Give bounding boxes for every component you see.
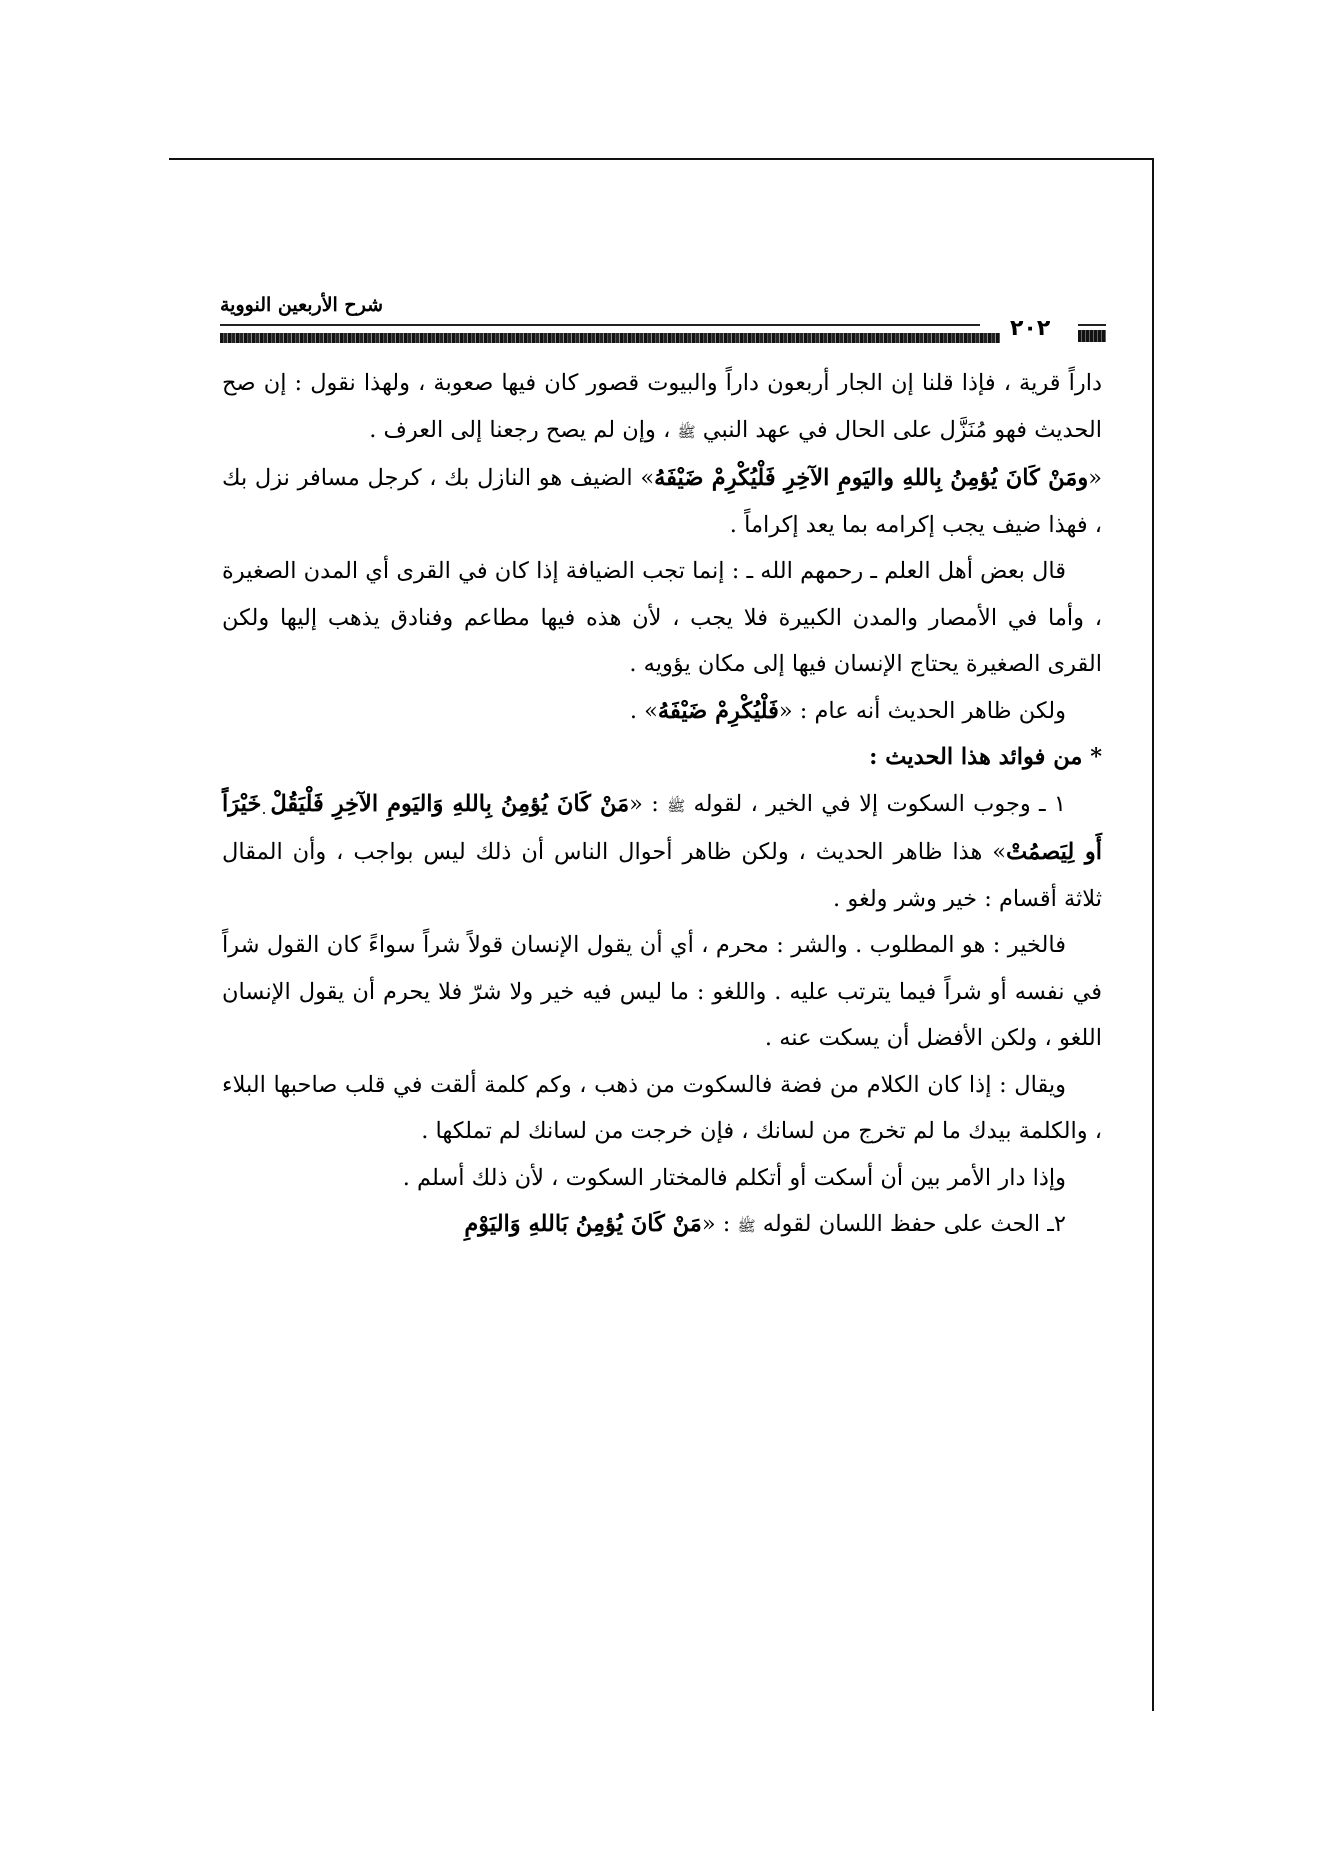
hadith-quote: مَنْ كَانَ يُؤمِنُ بَاللهِ وَاليَوْمِ	[464, 1211, 702, 1237]
salutation-ligature-icon: ﷺ	[677, 422, 696, 441]
paragraph	[222, 1062, 1102, 1155]
text-segment: فالخير : هو المطلوب . والشر : محرم ، أي أن يقول الإنسان قولاً شراً سواءً كان القول شراً في نفسه أو شراً فيما يترتب عليه . واللغو : ما ليس فيه خير ولا شرّ فلا يحرم أن يقول الإنسان اللغو ، ولكن الأفضل أن يسكت عنه .	[222, 932, 1102, 1051]
text-segment: : «	[629, 790, 668, 817]
salutation-ligature-icon: ﷺ	[667, 796, 686, 815]
title-underline	[220, 324, 980, 326]
body-text	[222, 360, 1102, 1250]
paragraph	[222, 548, 1102, 688]
section-heading	[222, 734, 1102, 781]
text-segment: ، وإن لم يصح رجعنا إلى العرف .	[369, 416, 678, 443]
page-number-mark-rule	[1078, 324, 1106, 326]
paragraph	[222, 1201, 1102, 1250]
page-frame-right-rule	[1152, 158, 1154, 1711]
text-segment: : «	[701, 1211, 738, 1237]
salutation-ligature-icon: ﷺ	[737, 1217, 756, 1235]
paragraph	[222, 922, 1102, 1062]
text-segment: » .	[629, 697, 658, 724]
text-segment: » الضيف هو النازل بك ، كرجل مسافر نزل بك ، فهذا ضيف يجب إكرامه بما يعد إكراماً .	[222, 465, 1102, 538]
text-segment: داراً قرية ، فإذا قلنا إن الجار أربعون داراً والبيوت قصور كان فيها صعوبة ، ولهذا نقول : إن صح الحديث فهو مُنَزَّل على الحال في عهد النبي	[222, 370, 1102, 443]
paragraph	[222, 688, 1102, 735]
book-title: شرح الأربعين النووية	[220, 294, 384, 316]
text-segment: «	[1088, 465, 1102, 491]
running-head	[220, 290, 1100, 350]
text-segment: قال بعض أهل العلم ـ رحمهم الله ـ : إنما تجب الضيافة إذا كان في القرى أي المدن الصغيرة ، وأما في الأمصار والمدن الكبيرة فلا يجب ، لأن هذه فيها مطاعم وفنادق يذهب إليها ولكن القرى الصغيرة يحتاج الإنسان فيها إلى مكان يؤويه .	[222, 558, 1102, 677]
paragraph	[222, 1155, 1102, 1202]
page-frame-top-rule	[169, 158, 1154, 160]
hadith-quote: فَلْيُكْرِمْ ضَيْفَهُ	[657, 697, 779, 724]
paragraph	[222, 455, 1102, 548]
header-decorative-bar	[220, 333, 1000, 343]
text-segment: * من فوائد هذا الحديث :	[869, 744, 1102, 770]
hadith-quote: ومَنْ كَانَ يُؤمِنُ بِاللهِ واليَومِ الآخِرِ فَلْيُكْرِمْ ضَيْفَهُ	[654, 465, 1089, 491]
text-segment: ١ ـ وجوب السكوت إلا في الخير ، لقوله	[685, 790, 1067, 817]
text-segment: وإذا دار الأمر بين أن أسكت أو أتكلم فالمختار السكوت ، لأن ذلك أسلم .	[402, 1164, 1066, 1191]
paragraph	[222, 781, 1102, 923]
page-number-mark	[1078, 330, 1106, 342]
text-segment: » هذا ظاهر الحديث ، ولكن ظاهر أحوال الناس أن ذلك ليس بواجب ، وأن المقال ثلاثة أقسام : خير وشر ولغو .	[222, 839, 1102, 912]
text-segment: ولكن ظاهر الحديث أنه عام : «	[778, 697, 1066, 724]
paragraph	[222, 360, 1102, 455]
text-segment: ٢ـ الحث على حفظ اللسان لقوله	[755, 1211, 1066, 1237]
text-segment: ويقال : إذا كان الكلام من فضة فالسكوت من ذهب ، وكم كلمة ألقت في قلب صاحبها البلاء ، والكلمة بيدك ما لم تخرج من لسانك ، فإن خرجت من لسانك لم تملكها .	[222, 1071, 1102, 1144]
page-number: ٢٠٢	[1010, 316, 1051, 341]
hadith-quote: مَنْ كَانَ يُؤمِنُ بِاللهِ وَاليَومِ الآخِرِ فَلْيَقُلْ خَيْرَاً أَو لِيَصمُتْ	[222, 790, 1102, 865]
